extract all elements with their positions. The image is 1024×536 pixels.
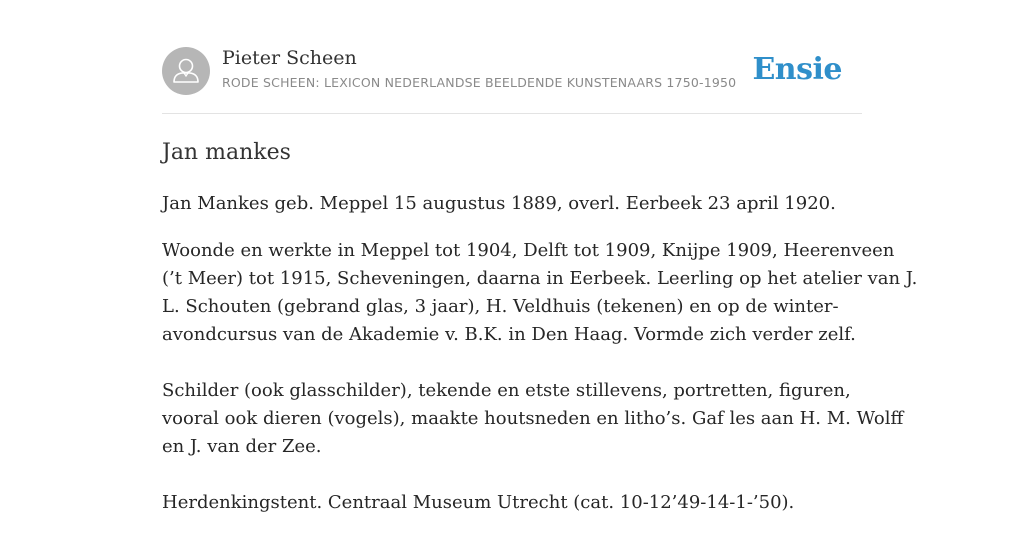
header-divider: [162, 113, 862, 114]
paragraph-line: en J. van der Zee.: [162, 436, 322, 457]
author-name[interactable]: Pieter Scheen: [222, 47, 357, 69]
brand-logo[interactable]: Ensie: [752, 52, 842, 87]
paragraph-line: (’t Meer) tot 1915, Scheveningen, daarna in Eerbeek. Leerling op het atelier van J.: [162, 268, 918, 289]
paragraph-line: L. Schouten (gebrand glas, 3 jaar), H. Veldhuis (tekenen) en op de winter-: [162, 296, 839, 317]
article-title: Jan mankes: [162, 140, 291, 165]
article-header: [162, 46, 862, 96]
paragraph-line: avondcursus van de Akademie v. B.K. in Den Haag. Vormde zich verder zelf.: [162, 324, 856, 345]
paragraph-line: Woonde en werkte in Meppel tot 1904, Delft tot 1909, Knijpe 1909, Heerenveen: [162, 240, 895, 261]
paragraph-line: Herdenkingstent. Centraal Museum Utrecht (cat. 10-12’49-14-1-’50).: [162, 492, 795, 513]
paragraph-exhibition: [162, 489, 872, 517]
author-avatar[interactable]: [162, 47, 210, 95]
paragraph-line: vooral ook dieren (vogels), maakte houtsneden en litho’s. Gaf les aan H. M. Wolff: [162, 408, 904, 429]
paragraph-residence: [162, 237, 918, 349]
user-icon: [162, 47, 210, 95]
article-body: [162, 190, 918, 536]
paragraph-line: Jan Mankes geb. Meppel 15 augustus 1889, overl. Eerbeek 23 april 1920.: [162, 193, 836, 214]
paragraph-work: [162, 377, 904, 461]
source-title[interactable]: RODE SCHEEN: LEXICON NEDERLANDSE BEELDENDE KUNSTENAARS 1750-1950: [222, 75, 737, 90]
paragraph-line: Schilder (ook glasschilder), tekende en etste stillevens, portretten, figuren,: [162, 380, 851, 401]
paragraph-birth: [162, 190, 872, 218]
